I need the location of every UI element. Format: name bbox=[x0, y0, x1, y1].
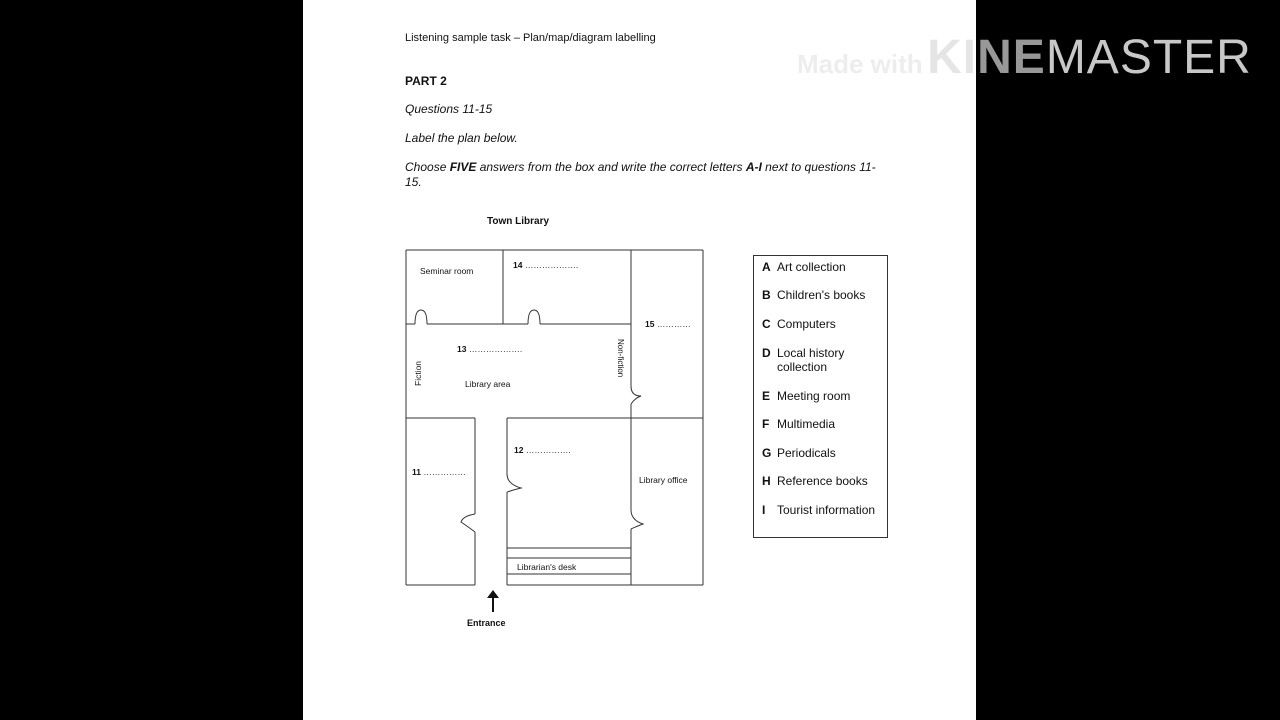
choose-five: FIVE bbox=[449, 160, 477, 174]
option-e bbox=[762, 389, 882, 403]
watermark-master: MASTER bbox=[1045, 31, 1252, 84]
seminar-room-label: Seminar room bbox=[420, 266, 474, 276]
option-letter: F bbox=[762, 417, 770, 431]
choose-suffix: next to questions 11-15. bbox=[405, 160, 876, 189]
non-fiction-label: Non-fiction bbox=[616, 339, 625, 378]
q14-number: 14 bbox=[513, 260, 523, 270]
option-text: Meeting room bbox=[777, 389, 851, 403]
library-area-label: Library area bbox=[465, 379, 511, 389]
option-text: Art collection bbox=[777, 260, 846, 274]
q15-number: 15 bbox=[645, 319, 655, 329]
option-letter: I bbox=[762, 503, 766, 517]
choose-instruction bbox=[405, 160, 880, 190]
option-i bbox=[762, 503, 882, 517]
option-text: Periodicals bbox=[777, 446, 836, 460]
part-heading: PART 2 bbox=[405, 74, 447, 88]
option-text: Reference books bbox=[777, 474, 868, 488]
q11-number: 11 bbox=[412, 467, 421, 477]
entrance-arrow bbox=[487, 590, 499, 612]
option-g bbox=[762, 446, 882, 460]
option-letter: G bbox=[762, 446, 772, 460]
watermark-ne: NE bbox=[977, 31, 1046, 84]
kinemaster-watermark bbox=[797, 30, 1252, 85]
task-header: Listening sample task – Plan/map/diagram labelling bbox=[405, 32, 656, 44]
librarians-desk-label: Librarian's desk bbox=[517, 562, 577, 572]
q13-dots: ………………. bbox=[468, 344, 523, 354]
option-d bbox=[762, 346, 882, 374]
q15-dots: ………… bbox=[656, 319, 691, 329]
questions-range: Questions 11-15 bbox=[405, 102, 493, 116]
option-letter: D bbox=[762, 346, 771, 360]
label-instruction: Label the plan below. bbox=[405, 131, 518, 145]
q13-number: 13 bbox=[457, 344, 467, 354]
fiction-label: Fiction bbox=[413, 360, 423, 386]
option-text: Children's books bbox=[777, 288, 866, 302]
q12-number: 12 bbox=[514, 445, 524, 455]
plan-title: Town Library bbox=[487, 216, 550, 227]
option-b bbox=[762, 288, 882, 302]
q13-label bbox=[457, 344, 522, 354]
q14-label bbox=[513, 260, 578, 270]
document-page bbox=[303, 0, 976, 720]
library-floor-plan bbox=[403, 246, 713, 636]
q12-label bbox=[514, 445, 571, 455]
q12-dots: ……………. bbox=[525, 445, 571, 455]
option-letter: A bbox=[762, 260, 771, 274]
q14-dots: ………………. bbox=[524, 260, 579, 270]
choose-letters: A-I bbox=[745, 160, 762, 174]
choose-mid: answers from the box and write the correct letters bbox=[476, 160, 746, 174]
option-text: Multimedia bbox=[777, 417, 836, 431]
watermark-ki: KI bbox=[927, 31, 978, 84]
q15-label bbox=[645, 319, 691, 329]
option-text: Tourist information bbox=[777, 503, 876, 517]
option-text: Local history collection bbox=[777, 346, 845, 374]
option-f bbox=[762, 417, 882, 431]
option-letter: H bbox=[762, 474, 771, 488]
option-letter: B bbox=[762, 288, 771, 302]
q11-label bbox=[412, 467, 466, 477]
option-a bbox=[762, 260, 882, 274]
option-c bbox=[762, 317, 882, 331]
library-office-label: Library office bbox=[639, 475, 688, 485]
option-text: Computers bbox=[777, 317, 836, 331]
option-letter: C bbox=[762, 317, 771, 331]
q11-dots: …………… bbox=[423, 467, 466, 477]
entrance-label: Entrance bbox=[467, 618, 506, 628]
answer-options-box bbox=[753, 255, 888, 538]
choose-prefix: Choose bbox=[405, 160, 450, 174]
option-letter: E bbox=[762, 389, 771, 403]
option-h bbox=[762, 474, 882, 488]
watermark-made-with: Made with bbox=[797, 49, 923, 79]
